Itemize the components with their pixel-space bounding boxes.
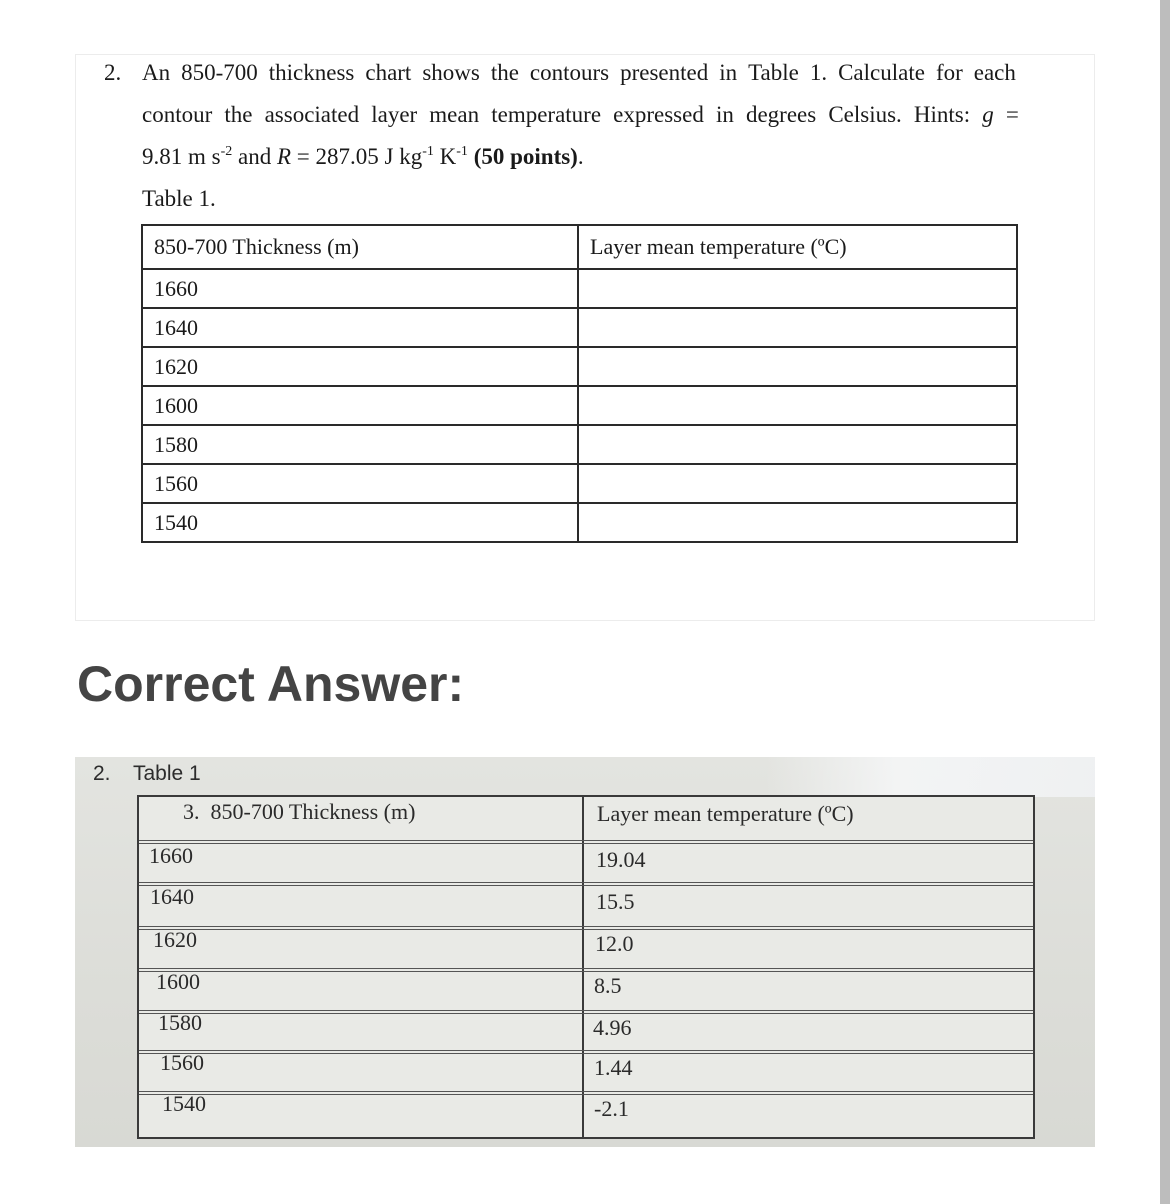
row-divider bbox=[139, 1091, 1033, 1095]
table-row bbox=[142, 347, 1017, 386]
table-row bbox=[142, 308, 1017, 347]
word: 850-700 bbox=[181, 60, 258, 85]
temperature-cell-empty bbox=[578, 347, 1017, 386]
thickness-cell: 1600 bbox=[142, 386, 578, 425]
temperature-cell-empty bbox=[578, 425, 1017, 464]
answer-header-thickness: 3. 850-700 Thickness (m) bbox=[183, 799, 416, 824]
question-line-1 bbox=[142, 60, 1016, 86]
word: Celsius. bbox=[828, 102, 902, 127]
word: thickness bbox=[268, 60, 355, 85]
thickness-cell: 1660 bbox=[142, 269, 578, 308]
column-divider bbox=[582, 797, 584, 1137]
row-divider bbox=[139, 968, 1033, 972]
word: An bbox=[142, 60, 171, 85]
answer-temperature-cell: 12.0 bbox=[595, 931, 634, 956]
temperature-cell-empty bbox=[578, 464, 1017, 503]
gravity-value: 9.81 m s bbox=[142, 144, 221, 169]
answer-temperature-cell: 19.04 bbox=[596, 847, 646, 872]
word: in bbox=[719, 60, 738, 85]
word: Calculate bbox=[838, 60, 925, 85]
row-divider bbox=[139, 840, 1033, 844]
question-line-2 bbox=[142, 102, 1019, 128]
question-table bbox=[141, 224, 1018, 543]
word: chart bbox=[365, 60, 412, 85]
answer-temperature-cell: 1.44 bbox=[594, 1055, 633, 1080]
word: temperature bbox=[491, 102, 602, 127]
question-number: 2. bbox=[104, 60, 122, 85]
word: 1. bbox=[809, 60, 828, 85]
header-thickness: 850-700 Thickness (m) bbox=[142, 225, 578, 269]
word: in bbox=[715, 102, 734, 127]
word: expressed bbox=[613, 102, 704, 127]
table-row bbox=[142, 503, 1017, 542]
table-row bbox=[142, 386, 1017, 425]
word: = bbox=[1005, 102, 1019, 127]
answer-thickness-cell: 1600 bbox=[156, 969, 200, 994]
thickness-cell: 1560 bbox=[142, 464, 578, 503]
gas-constant-symbol: R bbox=[276, 144, 292, 169]
table-caption: Table 1. bbox=[142, 186, 216, 211]
answer-table bbox=[137, 795, 1035, 1139]
table-row bbox=[142, 269, 1017, 308]
word: degrees bbox=[745, 102, 817, 127]
answer-heading: Correct Answer: bbox=[77, 656, 465, 712]
word: contour bbox=[142, 102, 213, 127]
row-divider bbox=[139, 1050, 1033, 1054]
thickness-cell: 1620 bbox=[142, 347, 578, 386]
answer-thickness-cell: 1620 bbox=[153, 927, 197, 952]
kelvin-unit: K bbox=[433, 144, 457, 169]
thickness-cell: 1540 bbox=[142, 503, 578, 542]
question-line-3 bbox=[142, 144, 584, 170]
temperature-cell-empty bbox=[578, 386, 1017, 425]
temperature-cell-empty bbox=[578, 269, 1017, 308]
points-label: (50 points) bbox=[473, 144, 578, 169]
answer-temperature-cell: -2.1 bbox=[594, 1096, 629, 1121]
answer-table-caption: Table 1 bbox=[133, 762, 201, 785]
window-edge bbox=[1160, 0, 1170, 1204]
word: for bbox=[935, 60, 963, 85]
table-row bbox=[142, 464, 1017, 503]
exponent: -1 bbox=[456, 144, 468, 159]
gravity-symbol: g bbox=[982, 102, 994, 127]
temperature-cell-empty bbox=[578, 503, 1017, 542]
thickness-cell: 1640 bbox=[142, 308, 578, 347]
period: . bbox=[577, 144, 584, 169]
temperature-cell-empty bbox=[578, 308, 1017, 347]
word: Table bbox=[748, 60, 799, 85]
word: each bbox=[973, 60, 1016, 85]
exponent: -2 bbox=[220, 144, 233, 159]
answer-thickness-cell: 1640 bbox=[150, 884, 194, 909]
and-text: and bbox=[232, 144, 277, 169]
row-divider bbox=[139, 926, 1033, 930]
word: shows bbox=[422, 60, 480, 85]
answer-thickness-cell: 1540 bbox=[162, 1091, 206, 1116]
gas-constant-value: = 287.05 J kg bbox=[291, 144, 423, 169]
word: layer bbox=[371, 102, 418, 127]
table-row bbox=[142, 425, 1017, 464]
question-panel bbox=[75, 54, 1095, 621]
answer-thickness-cell: 1580 bbox=[158, 1010, 202, 1035]
word: the bbox=[224, 102, 253, 127]
answer-header-temperature: Layer mean temperature (ºC) bbox=[597, 801, 854, 826]
exponent: -1 bbox=[422, 144, 434, 159]
word: mean bbox=[429, 102, 480, 127]
word: contours bbox=[529, 60, 610, 85]
word: the bbox=[490, 60, 519, 85]
answer-thickness-cell: 1560 bbox=[160, 1050, 204, 1075]
word: Hints: bbox=[913, 102, 971, 127]
word: associated bbox=[264, 102, 360, 127]
word: presented bbox=[620, 60, 709, 85]
photo-glare bbox=[765, 757, 1095, 797]
table-header-row bbox=[142, 225, 1017, 269]
answer-temperature-cell: 8.5 bbox=[594, 973, 622, 998]
answer-number: 2. bbox=[93, 762, 111, 785]
answer-photo bbox=[75, 757, 1095, 1147]
row-divider bbox=[139, 882, 1033, 886]
answer-temperature-cell: 15.5 bbox=[596, 889, 635, 914]
row-divider bbox=[139, 1010, 1033, 1014]
thickness-cell: 1580 bbox=[142, 425, 578, 464]
header-temperature: Layer mean temperature (ºC) bbox=[578, 225, 1017, 269]
answer-temperature-cell: 4.96 bbox=[593, 1015, 632, 1040]
answer-thickness-cell: 1660 bbox=[149, 843, 193, 868]
